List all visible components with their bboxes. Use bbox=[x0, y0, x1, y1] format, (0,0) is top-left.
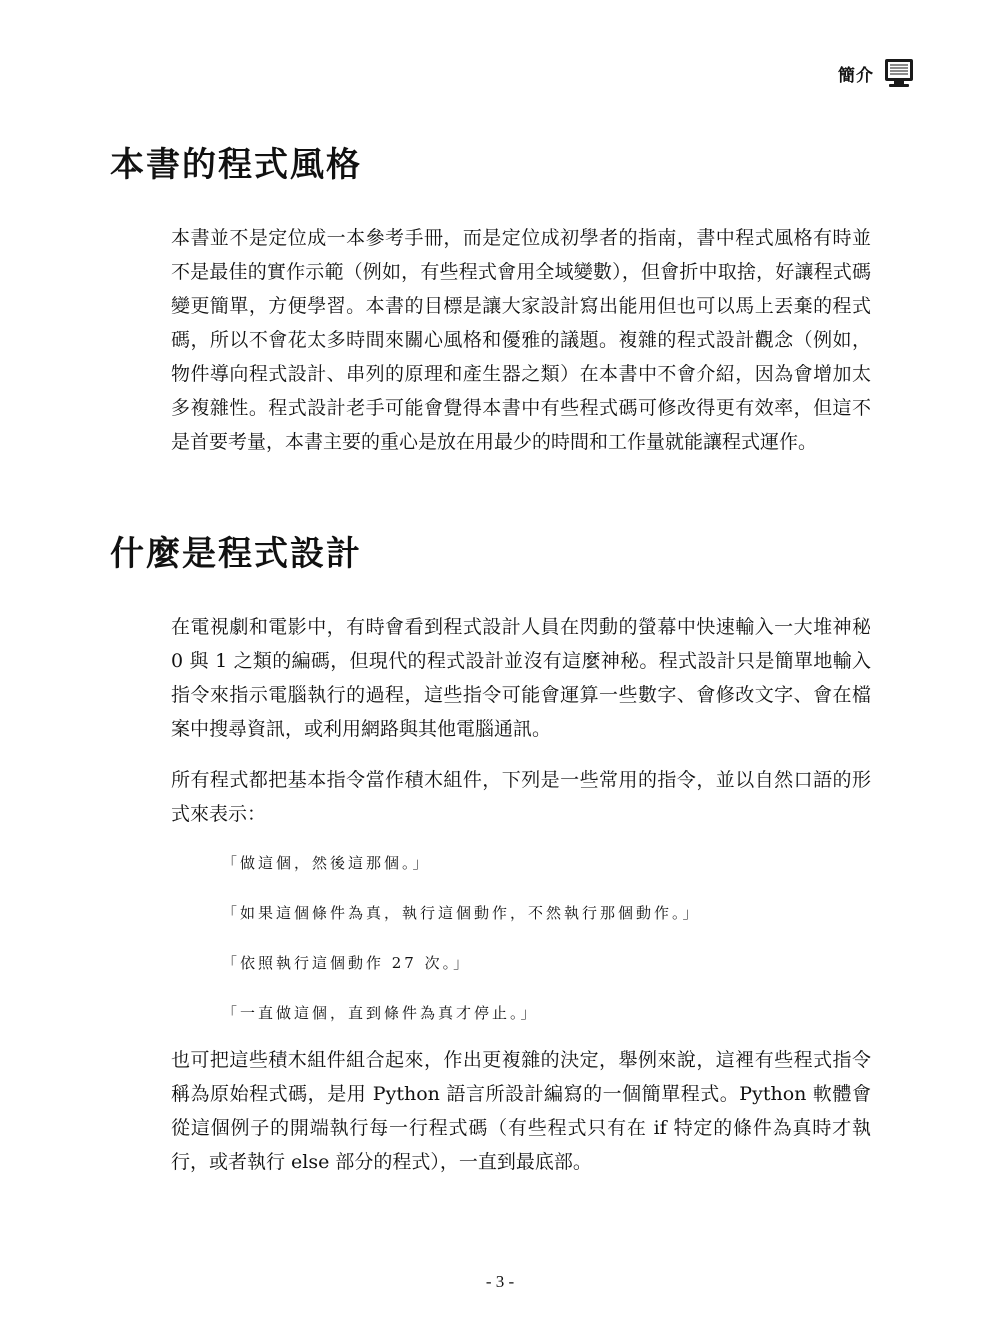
section-title-programming-style: 本書的程式風格 bbox=[110, 145, 362, 185]
paragraph-programming-intro: 在電視劇和電影中，有時會看到程式設計人員在閃動的螢幕中快速輸入一大堆神秘 0 與 1 之類的編碼，但現代的程式設計並沒有這麼神秘。程式設計只是簡單地輸入指令來指示電腦執行的過程，這些指令可能會運算一些數字、會修改文字、會在檔案中搜尋資訊，或利用網路與其他電腦通訊。 bbox=[171, 616, 871, 740]
monitor-icon bbox=[884, 58, 914, 88]
paragraph-python-example: 也可把這些積木組件組合起來，作出更複雜的決定，舉例來說，這裡有些程式指令稱為原始程式碼，是用 Python 語言所設計編寫的一個簡單程式。Python 軟體會從這個例子的開端執行每一行程式碼（有些程式只有在 if 特定的條件為真時才執行，或者執行 else 部分的程式），一直到最底部。 bbox=[171, 1049, 871, 1173]
instruction-example: 「如果這個條件為真，執行這個動作，不然執行那個動作。」 bbox=[222, 904, 701, 922]
paragraph-style-intro: 本書並不是定位成一本參考手冊，而是定位成初學者的指南，書中程式風格有時並不是最佳的實作示範（例如，有些程式會用全域變數），但會折中取捨，好讓程式碼變更簡單，方便學習。本書的目標是讓大家設計寫出能用但也可以馬上丟棄的程式碼，所以不會花太多時間來關心風格和優雅的議題。複雜的程式設計觀念（例如，物件導向程式設計、串列的原理和產生器之類）在本書中不會介紹，因為會增加太多複雜性。程式設計老手可能會覺得本書中有些程式碼可修改得更有效率，但這不是首要考量，本書主要的重心是放在用最少的時間和工作量就能讓程式運作。 bbox=[171, 227, 871, 453]
page-number: - 3 - bbox=[485, 1272, 515, 1291]
section-title-what-is-programming: 什麼是程式設計 bbox=[110, 534, 362, 574]
running-header bbox=[838, 58, 914, 88]
paragraph-building-blocks: 所有程式都把基本指令當作積木組件，下列是一些常用的指令，並以自然口語的形式來表示： bbox=[171, 769, 871, 825]
header-label: 簡介 bbox=[838, 65, 874, 86]
instruction-example: 「依照執行這個動作 27 次。」 bbox=[222, 954, 472, 972]
instruction-example: 「做這個，然後這那個。」 bbox=[222, 854, 431, 872]
instruction-example: 「一直做這個，直到條件為真才停止。」 bbox=[222, 1004, 539, 1022]
instruction-examples-list bbox=[222, 846, 701, 1046]
